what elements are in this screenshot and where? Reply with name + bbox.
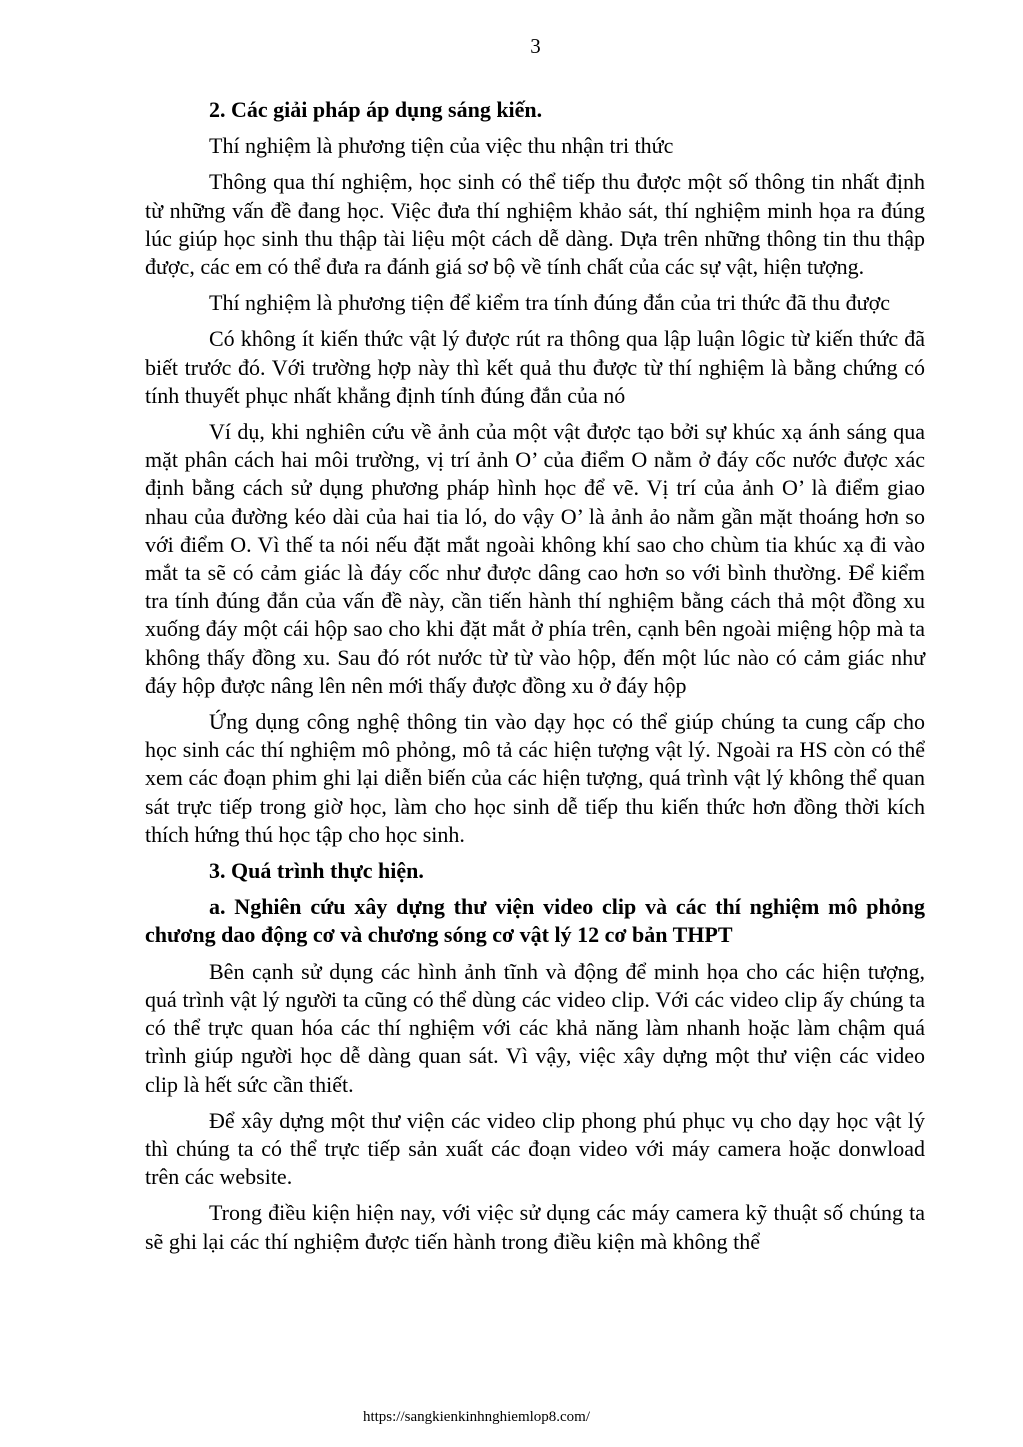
paragraph: Có không ít kiến thức vật lý được rút ra thông qua lập luận lôgic từ kiến thức đã biết trước đó. Với trường hợp này thì kết quả thu được từ thí nghiệm là bằng chứng có tính thuyết phục nhất khẳng định tính đúng đắn của nó: [145, 326, 925, 408]
section-heading-3: 3. Quá trình thực hiện.: [209, 858, 424, 884]
paragraph: Ứng dụng công nghệ thông tin vào dạy học có thể giúp chúng ta cung cấp cho học sinh các thí nghiệm mô phỏng, mô tả các hiện tượng vật lý. Ngoài ra HS còn có thể xem các đoạn phim ghi lại diễn biến của các hiện tượng, quá trình vật lý không thể quan sát trực tiếp trong giờ học, làm cho học sinh dễ tiếp thu kiến thức hơn đồng thời kích thích hứng thú học tập cho học sinh.: [145, 709, 925, 847]
paragraph: Thí nghiệm là phương tiện để kiểm tra tính đúng đắn của tri thức đã thu được: [209, 290, 890, 316]
paragraph: Để xây dựng một thư viện các video clip phong phú phục vụ cho dạy học vật lý thì chúng ta có thể trực tiếp sản xuất các đoạn video với máy camera hoặc donwload trên các website.: [145, 1107, 925, 1190]
section-heading-2: 2. Các giải pháp áp dụng sáng kiến.: [209, 97, 543, 122]
paragraph: Ví dụ, khi nghiên cứu về ảnh của một vật được tạo bởi sự khúc xạ ánh sáng qua mặt phân cách hai môi trường, vị trí ảnh O’ của điểm O nằm ở đáy cốc nước được xác định bằng cách sử dụng phương pháp hình học để vẽ. Vị trí của ảnh O’ là điểm giao nhau của đường kéo dài của hai tia ló, do vậy O’ là ảnh ảo nằm gần mặt thoáng hơn so với điểm O. Vì thế ta nói nếu đặt mắt ngoài không khí sao cho chùm tia khúc xạ đi vào mắt ta sẽ có cảm giác là đáy cốc như được dâng cao hơn so với bình thường. Để kiểm tra tính đúng đắn của vấn đề này, cần tiến hành thí nghiệm bằng cách thả một đồng xu xuống đáy một cái hộp sao cho khi đặt mắt ở phía trên, cạnh bên ngoài miệng hộp mà ta không thấy đồng xu. Sau đó rót nước từ từ vào hộp, đến một lúc nào có cảm giác như đáy hộp được nâng lên nên mới thấy được đồng xu ở đáy hộp: [145, 419, 925, 698]
subsection-heading-a: a. Nghiên cứu xây dựng thư viện video clip và các thí nghiệm mô phỏng chương dao động cơ và chương sóng cơ vật lý 12 cơ bản THPT: [145, 894, 925, 948]
footer-url: https://sangkienkinhnghiemlop8.com/: [362, 1409, 591, 1425]
paragraph: Thí nghiệm là phương tiện của việc thu nhận tri thức: [209, 133, 674, 159]
paragraph: Trong điều kiện hiện nay, với việc sử dụng các máy camera kỹ thuật số chúng ta sẽ ghi lại các thí nghiệm được tiến hành trong điều kiện mà không thể: [145, 1200, 925, 1254]
document-body: [145, 96, 925, 1264]
paragraph: Bên cạnh sử dụng các hình ảnh tĩnh và động để minh họa cho các hiện tượng, quá trình vật lý người ta cũng có thể dùng các video clip. Với các video clip ấy chúng ta có thể trực quan hóa các thí nghiệm với các khả năng làm nhanh hoặc làm chậm quá trình giúp người học dễ dàng quan sát. Vì vậy, việc xây dựng một thư viện các video clip là hết sức cần thiết.: [145, 958, 925, 1097]
paragraph: Thông qua thí nghiệm, học sinh có thể tiếp thu được một số thông tin nhất định từ những vấn đề đang học. Việc đưa thí nghiệm khảo sát, thí nghiệm minh họa ra đúng lúc giúp học sinh thu thập tài liệu một cách dễ dàng. Dựa trên những thông tin thu thập được, các em có thể đưa ra đánh giá sơ bộ về tính chất của các sự vật, hiện tượng.: [145, 169, 925, 280]
page-number: 3: [530, 34, 541, 58]
